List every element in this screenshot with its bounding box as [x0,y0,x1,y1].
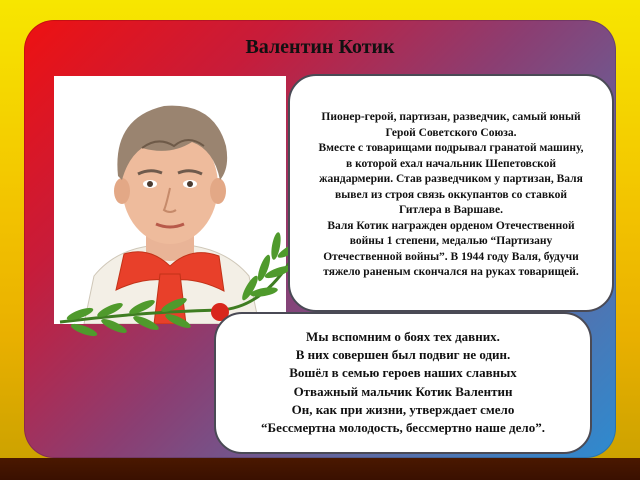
poem-line: Вошёл в семью героев наших славных [289,365,517,381]
bottom-strip [0,458,640,480]
bio-line: Пионер-герой, партизан, разведчик, самый юный [321,111,581,123]
slide-title: Валентин Котик [245,36,395,58]
poem-line: Он, как при жизни, утверждает смело [291,401,515,417]
bio-line: Гитлера в Варшаве. [399,204,503,216]
bio-line: вывел из строя связь оккупантов со ставкой [335,188,567,201]
bio-line: Отечественной войны”. В 1944 году Валя, будучи [323,250,579,263]
bio-line: войны 1 степени, медалью “Партизану [349,235,553,247]
bio-line: в которой ехал начальник Шепетовской [346,157,556,170]
biography-box [288,74,614,312]
poem-line: Отважный мальчик Котик Валентин [293,383,513,399]
poem-line: “Бессмертна молодость, бессмертно наше дело”. [261,420,545,436]
poem-line: В них совершен был подвиг не один. [295,347,511,363]
bio-line: Валя Котик награжден орденом Отечественной [327,219,575,232]
bio-line: Вместе с товарищами подрывал гранатой машину, [318,142,584,154]
poem-box [214,312,592,454]
bio-line: Герой Советского Союза. [385,126,517,139]
bio-line: тяжело раненым скончался на руках товарищей. [323,266,579,278]
bio-line: жандармерии. Став разведчиком у партизан, Валя [319,173,583,185]
poem-line: Мы вспомним о боях тех давних. [306,329,500,344]
